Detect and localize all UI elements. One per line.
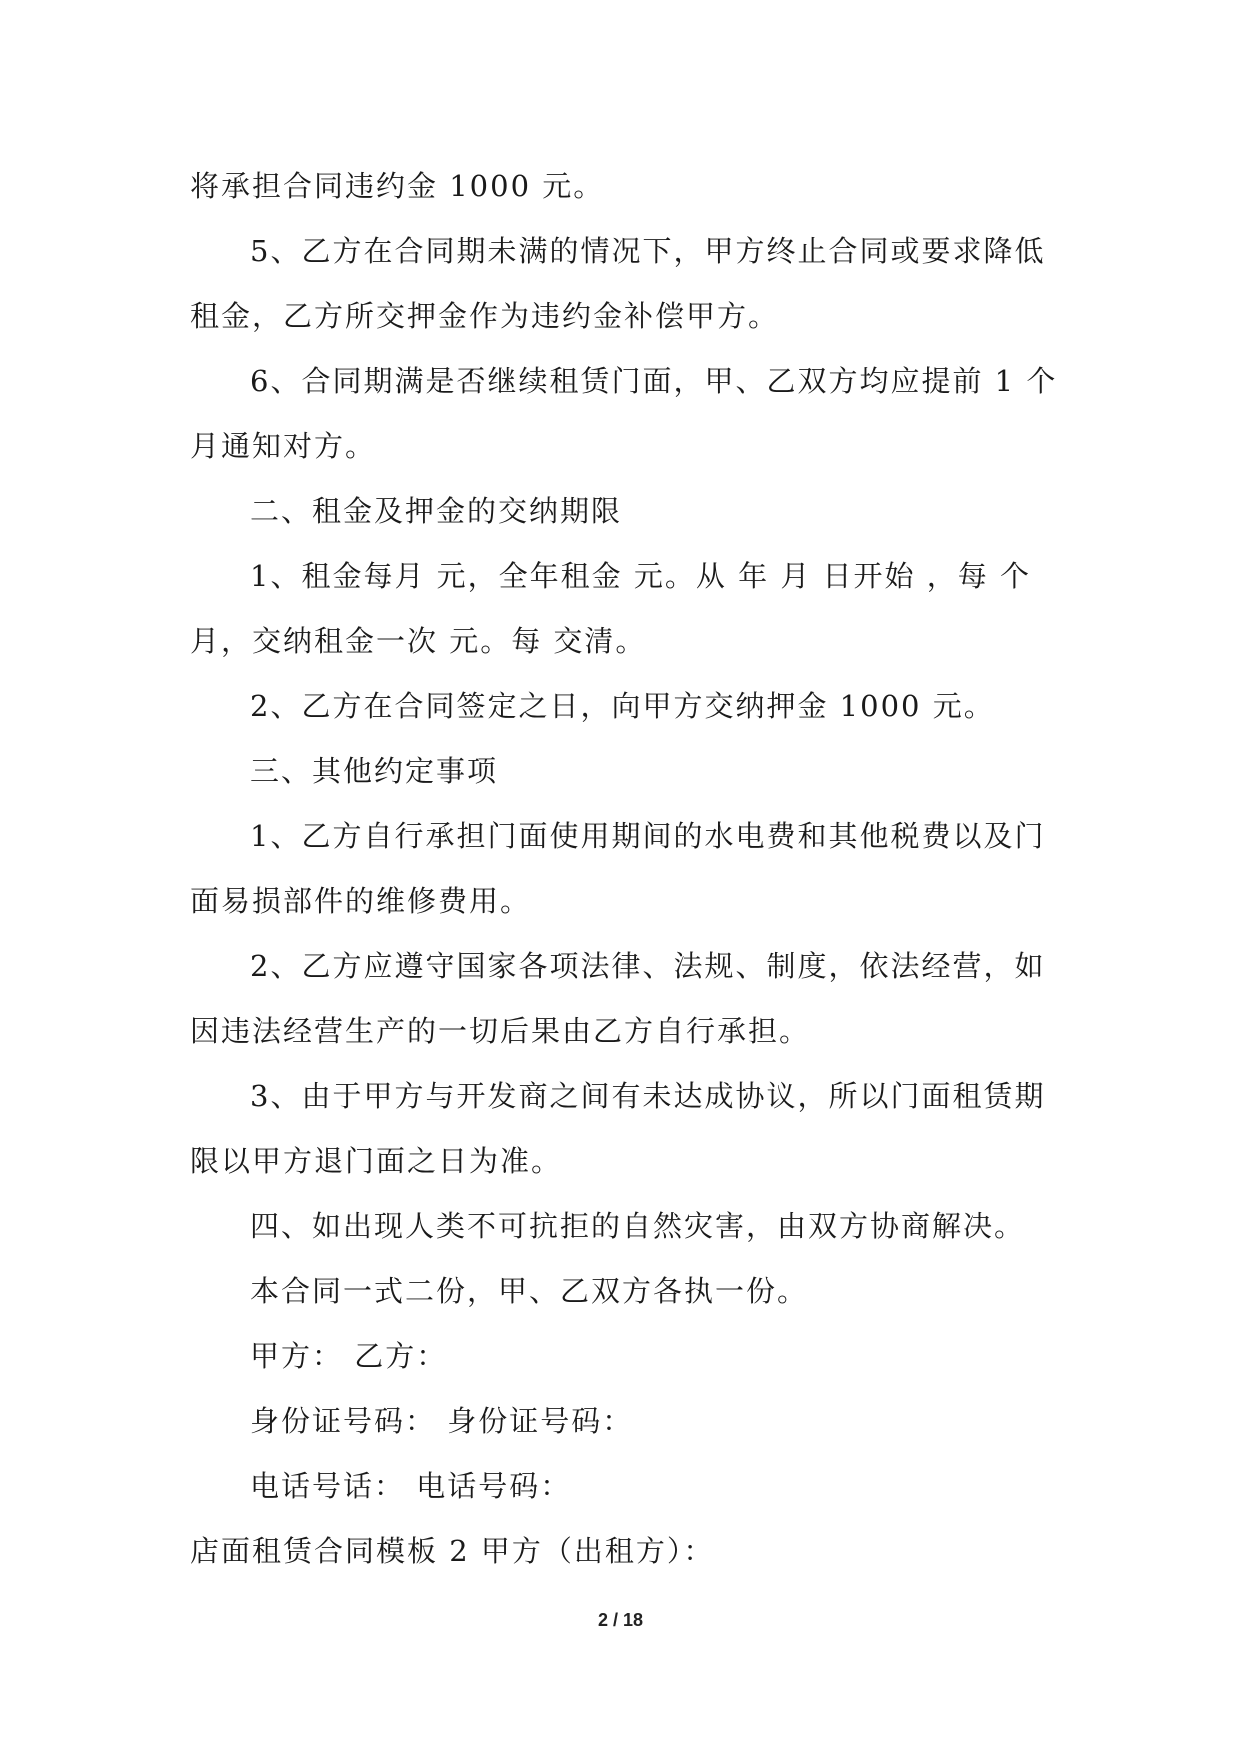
text-line: 月通知对方。	[190, 429, 377, 463]
text-line: 租金，乙方所交押金作为违约金补偿甲方。	[190, 299, 780, 333]
text-line: 限以甲方退门面之日为准。	[190, 1144, 563, 1178]
text-line: 本合同一式二份，甲、乙双方各执一份。	[250, 1274, 809, 1308]
section-heading: 二、租金及押金的交纳期限	[250, 494, 623, 528]
text-line: 6、合同期满是否继续租赁门面，甲、乙双方均应提前 1 个	[250, 364, 1058, 398]
text-line: 面易损部件的维修费用。	[190, 884, 532, 918]
signature-id-line: 身份证号码： 身份证号码：	[250, 1404, 634, 1438]
section-heading: 四、如出现人类不可抗拒的自然灾害，由双方协商解决。	[250, 1209, 1026, 1243]
text-line: 将承担合同违约金 1000 元。	[190, 169, 605, 203]
text-line: 5、乙方在合同期未满的情况下，甲方终止合同或要求降低	[250, 234, 1046, 268]
text-line: 1、乙方自行承担门面使用期间的水电费和其他税费以及门	[250, 819, 1046, 853]
signature-party-line: 甲方： 乙方：	[250, 1339, 448, 1373]
section-heading: 三、其他约定事项	[250, 754, 499, 788]
text-line: 月，交纳租金一次 元。每 交清。	[190, 624, 647, 658]
text-line: 2、乙方应遵守国家各项法律、法规、制度，依法经营，如	[250, 949, 1046, 983]
text-line: 2、乙方在合同签定之日，向甲方交纳押金 1000 元。	[250, 689, 995, 723]
next-contract-heading: 店面租赁合同模板 2 甲方（出租方）：	[190, 1534, 715, 1568]
text-line: 1、租金每月 元，全年租金 元。从 年 月 日开始 ，每 个	[250, 559, 1031, 593]
text-line: 3、由于甲方与开发商之间有未达成协议，所以门面租赁期	[250, 1079, 1046, 1113]
text-line: 因违法经营生产的一切后果由乙方自行承担。	[190, 1014, 811, 1048]
signature-phone-line: 电话号话： 电话号码：	[250, 1469, 572, 1503]
page-number: 2 / 18	[597, 1610, 644, 1630]
